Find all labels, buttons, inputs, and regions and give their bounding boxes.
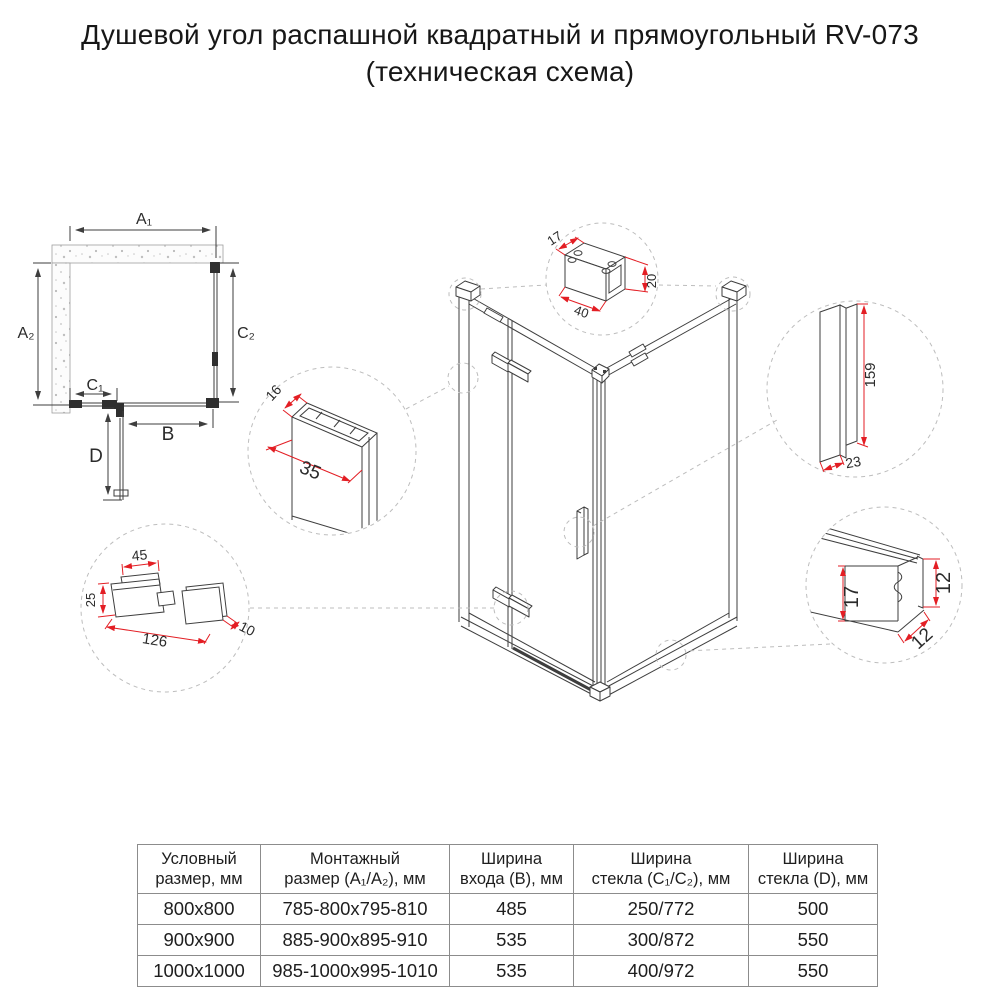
callout-bottom-rail (806, 507, 962, 663)
cell: 785-800x795-810 (261, 894, 450, 925)
wall-profile-dim-width: 35 (296, 457, 324, 485)
plan-label-c2: C₂ (237, 325, 255, 342)
cell: 550 (749, 925, 878, 956)
plan-wall-left (52, 263, 70, 413)
connector-wall-profile (406, 386, 449, 409)
plan-label-a1: A₁ (135, 211, 153, 228)
target-circle-bottom-rail (656, 640, 686, 670)
plan-wall-top (52, 245, 223, 263)
hinge-dim-length: 126 (141, 630, 169, 651)
bottom-rail-dim-inner-height: 17 (841, 585, 863, 609)
bracket-dim-width: 40 (572, 302, 591, 322)
iso-wall-bracket-left (456, 281, 480, 301)
plan-label-b: B (161, 424, 175, 445)
cell: 985-1000x995-1010 (261, 956, 450, 987)
wall-profile-dim-depth: 16 (262, 381, 285, 404)
bottom-rail-dim-depth: 12 (907, 624, 938, 654)
iso-left-panel (459, 293, 597, 697)
cell: 885-900x895-910 (261, 925, 450, 956)
callout-bracket (544, 223, 659, 335)
iso-door-handle (577, 507, 588, 559)
header-glass-width-c: Ширина стекла (C₁/C₂), мм (574, 845, 749, 894)
cell: 400/972 (574, 956, 749, 987)
iso-rail-clamps (484, 308, 648, 366)
plan-label-c1: C₁ (86, 377, 104, 394)
cell: 485 (450, 894, 574, 925)
size-table-row-900 (138, 925, 878, 956)
cell: 250/772 (574, 894, 749, 925)
header-entry-width: Ширина входа (B), мм (450, 845, 574, 894)
isometric-view (456, 281, 746, 701)
cell: 800x800 (138, 894, 261, 925)
title-line-1: Душевой угол распашной квадратный и прямоугольный RV-073 (81, 19, 919, 50)
target-circle-wall-profile (448, 363, 478, 393)
size-table (137, 844, 878, 987)
header-glass-width-d: Ширина стекла (D), мм (749, 845, 878, 894)
connector-handle (593, 420, 777, 526)
bottom-rail-dim-height: 12 (933, 571, 955, 595)
cell: 535 (450, 925, 574, 956)
cell: 900x900 (138, 925, 261, 956)
hinge-dim-top-width: 45 (130, 546, 149, 564)
iso-wall-bracket-right (722, 281, 746, 301)
header-mounting-size: Монтажный размер (A₁/A₂), мм (261, 845, 450, 894)
bracket-dim-depth: 17 (544, 227, 565, 249)
handle-dim-width: 23 (844, 452, 863, 472)
plan-label-a2: A₂ (17, 325, 35, 342)
cell: 300/872 (574, 925, 749, 956)
plan-label-d: D (89, 446, 103, 467)
connector-bracket-left (481, 285, 546, 289)
plan-view (18, 211, 255, 500)
cell: 500 (749, 894, 878, 925)
iso-corner-column (593, 372, 605, 692)
size-table-row-1000 (138, 956, 878, 987)
handle-dim-height: 159 (862, 362, 879, 388)
cell: 550 (749, 956, 878, 987)
title-line-2: (техническая схема) (365, 56, 635, 87)
size-table-row-800 (138, 894, 878, 925)
size-table-header-row (138, 845, 878, 894)
cell: 535 (450, 956, 574, 987)
callout-handle (767, 301, 943, 477)
connector-bracket-right (659, 285, 716, 286)
hinge-dim-thickness: 10 (236, 617, 258, 640)
iso-right-panel (605, 293, 737, 697)
header-nominal-size: Условный размер, мм (138, 845, 261, 894)
callout-wall-profile (248, 367, 416, 537)
callout-hinge (81, 524, 258, 692)
connector-bottom-rail (686, 644, 830, 651)
hinge-dim-height: 25 (83, 592, 98, 608)
bracket-dim-height: 20 (644, 273, 659, 289)
cell: 1000x1000 (138, 956, 261, 987)
iso-corner-connector (592, 364, 609, 383)
